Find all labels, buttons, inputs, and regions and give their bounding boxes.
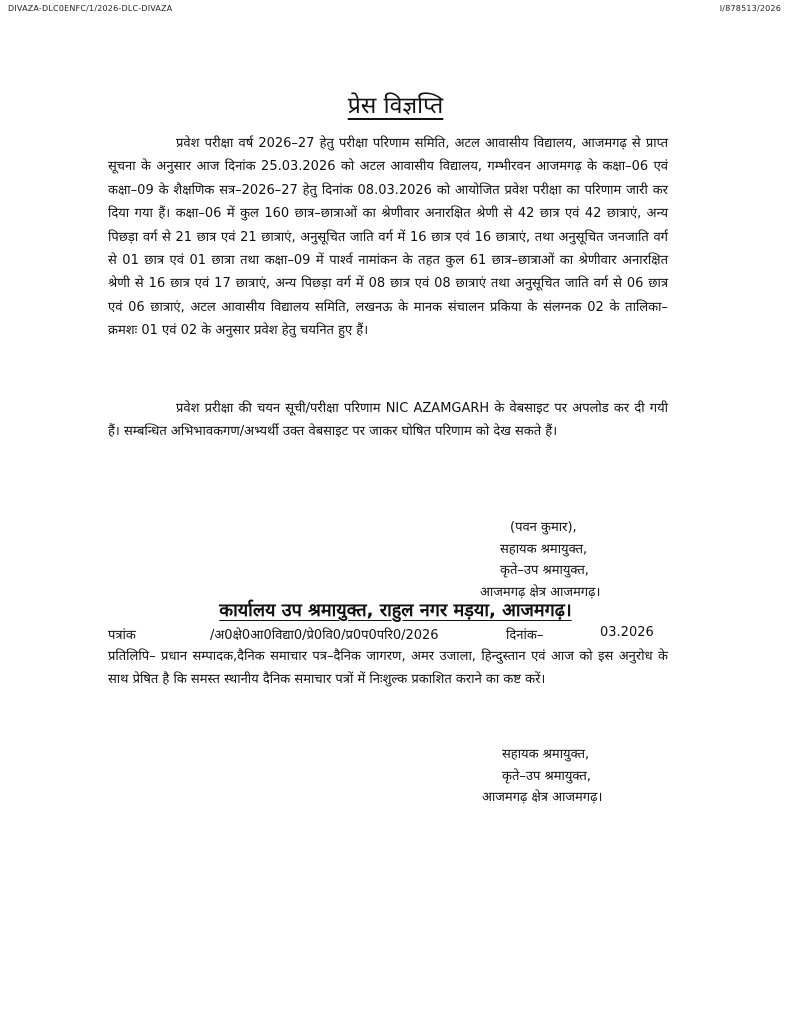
document-id-right: I/878513/2026 (719, 4, 781, 13)
signature-block-2 (482, 744, 602, 809)
paragraph-2-text: प्रवेश प्ररीक्षा की चयन सूची/परीक्षा परिणाम NIC AZAMGARH के वेबसाइट पर अपलोड कर दी गयी हैं। सम्बन्धित अभिभावकगण/अभ्यर्थी उक्त वेबसाइट पर जाकर घोषित परिणाम को देख सकते हैं। (108, 401, 668, 440)
signature-block-1 (480, 517, 600, 603)
date-label: दिनांक– (506, 628, 544, 643)
copy-to-text: प्रतिलिपि– प्रधान सम्पादक,दैनिक समाचार पत्र–दैनिक जागरण, अमर उजाला, हिन्दुस्तान एवं आज को इस अनुरोध के साथ प्रेषित है कि समस्त स्थानीय दैनिक समाचार पत्रों में निःशुल्क प्रकाशित कराने का कष्ट करें। (108, 649, 668, 688)
signatory-on-behalf-2: कृते–उप श्रमायुक्त, (502, 768, 591, 784)
reference-number: /अ0क्षे0आ0विद्या0/प्रे0वि0/प्र0प0परि0/2026 (210, 628, 439, 643)
body-paragraph-2 (108, 397, 668, 444)
paragraph-1-text: प्रवेश परीक्षा वर्ष 2026–27 हेतु परीक्षा परिणाम समिति, अटल आवासीय विद्यालय, आजमगढ़ से प्राप्त सूचना के अनुसार आज दिनांक 25.03.2026 को अटल आवासीय विद्यालय, गम्भीरवन आजमगढ़ के कक्षा–06 एवं कक्षा–09 के शैक्षणिक सत्र–2026–27 हेतु दिनांक 08.03.2026 को आयोजित प्रवेश परीक्षा का परिणाम जारी कर दिया गया हैं। कक्षा–06 में कुल 160 छात्र–छात्राओं का श्रेणीवार अनारक्षित श्रेणी से 42 छात्र एवं 42 छात्राएं, अन्य पिछड़ा वर्ग से 21 छात्र एवं 21 छात्राएं, अनुसूचित जाति वर्ग में 16 छात्र एवं 16 छात्राएं, तथा अनुसूचित जनजाति वर्ग से 01 छात्र एवं 01 छात्रा तथा कक्षा–09 में पार्श्व नामांकन के तहत कुल 61 छात्र–छात्राओं का श्रेणीवार अनारक्षित श्रेणी से 16 छात्र एवं 17 छात्राएं, अन्य पिछड़ा वर्ग में 08 छात्र एवं 08 छात्राएं तथा अनुसूचित जाति वर्ग से 06 छात्र एवं 06 छात्राएं, अटल आवासीय विद्यालय समिति, लखनऊ के मानक संचालन प्रकिया के संलग्नक 02 के तालिका– क्रमशः 01 एवं 02 के अनुसार प्रवेश हेतु चयनित हुए हैं। (108, 136, 668, 339)
reference-line (108, 625, 668, 645)
office-heading: कार्यालय उप श्रमायुक्त, राहुल नगर मड़या, आजमगढ़। (219, 600, 572, 621)
signatory-region: आजमगढ़ क्षेत्र आजमगढ़। (480, 584, 601, 600)
signatory-designation: सहायक श्रमायुक्त, (500, 541, 588, 557)
document-id-left: DIVAZA-DLC0ENFC/1/2026-DLC-DIVAZA (8, 4, 173, 13)
signatory-name: (पवन कुमार), (510, 520, 577, 535)
reference-label: पत्रांक (108, 628, 136, 643)
date-value: 03.2026 (600, 625, 654, 640)
copy-to-paragraph (108, 645, 668, 692)
page-title: प्रेस विज्ञप्ति (347, 93, 444, 119)
signatory-designation-2: सहायक श्रमायुक्त, (502, 747, 590, 762)
signatory-region-2: आजमगढ़ क्षेत्र आजमगढ़। (482, 790, 603, 805)
signatory-on-behalf: कृते–उप श्रमायुक्त, (500, 563, 589, 578)
body-paragraph-1 (108, 132, 668, 343)
